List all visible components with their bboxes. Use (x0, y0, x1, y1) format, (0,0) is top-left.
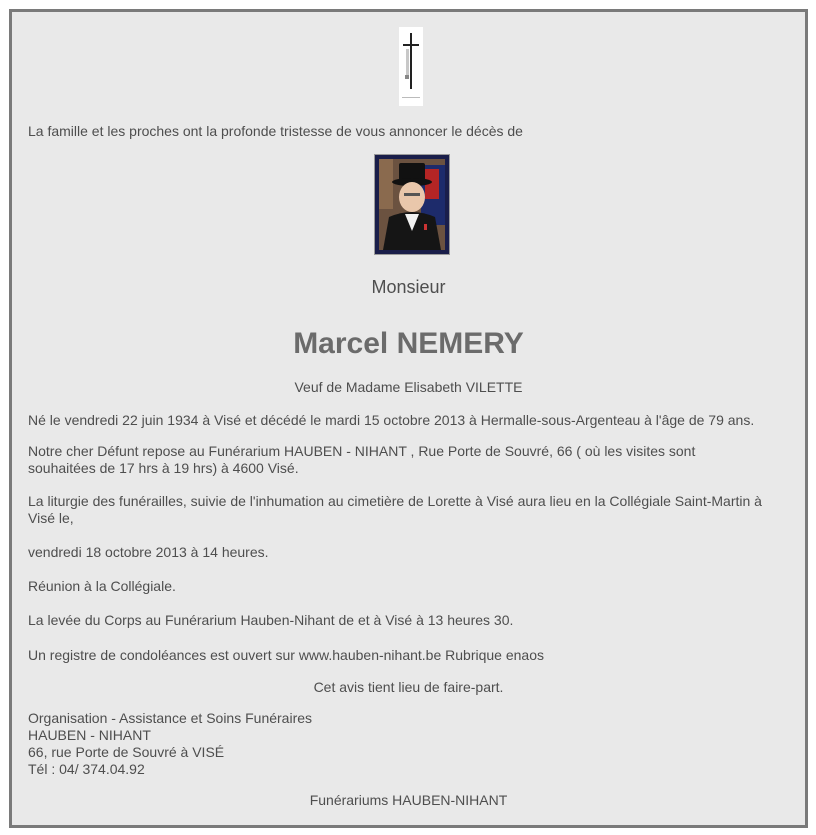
organisation-line-2: HAUBEN - NIHANT (28, 727, 151, 743)
liturgy-line-2: Visé le, (28, 510, 74, 526)
birth-death-line: Né le vendredi 22 juin 1934 à Visé et décédé le mardi 15 octobre 2013 à Hermalle-sous-Argenteau à l'âge de 79 ans. (28, 412, 755, 428)
intro-text: La famille et les proches ont la profonde tristesse de vous annoncer le décès de (28, 123, 523, 139)
deceased-name: Marcel NEMERY (293, 327, 524, 360)
organisation-address: 66, rue Porte de Souvré à VISÉ (28, 744, 225, 760)
cross-image (399, 27, 423, 106)
portrait-illustration (379, 159, 445, 250)
body-lift-line: La levée du Corps au Funérarium Hauben-Nihant de et à Visé à 13 heures 30. (28, 612, 514, 628)
obituary-card (9, 9, 808, 828)
meeting-line: Réunion à la Collégiale. (28, 578, 176, 594)
spouse-line: Veuf de Madame Elisabeth VILETTE (294, 379, 523, 395)
cross-icon (399, 27, 423, 106)
rest-line-2: souhaitées de 17 hrs à 19 hrs) à 4600 Visé. (28, 460, 299, 476)
organisation-line-1: Organisation - Assistance et Soins Funéraires (28, 710, 313, 726)
condolence-register: Un registre de condoléances est ouvert sur www.hauben-nihant.be Rubrique enaos (28, 647, 544, 663)
ceremony-date: vendredi 18 octobre 2013 à 14 heures. (28, 544, 269, 560)
notice-line: Cet avis tient lieu de faire-part. (313, 679, 504, 695)
footer-signature: Funérariums HAUBEN-NIHANT (309, 792, 508, 808)
portrait-photo (374, 154, 450, 255)
organisation-phone: Tél : 04/ 374.04.92 (28, 761, 145, 777)
liturgy-line-1: La liturgie des funérailles, suivie de l'inhumation au cimetière de Lorette à Visé aura lieu en la Collégiale Saint-Martin à (28, 493, 762, 509)
rest-line-1: Notre cher Défunt repose au Funérarium HAUBEN - NIHANT , Rue Porte de Souvré, 66 ( où les visites sont (28, 443, 696, 459)
civility: Monsieur (371, 277, 446, 297)
